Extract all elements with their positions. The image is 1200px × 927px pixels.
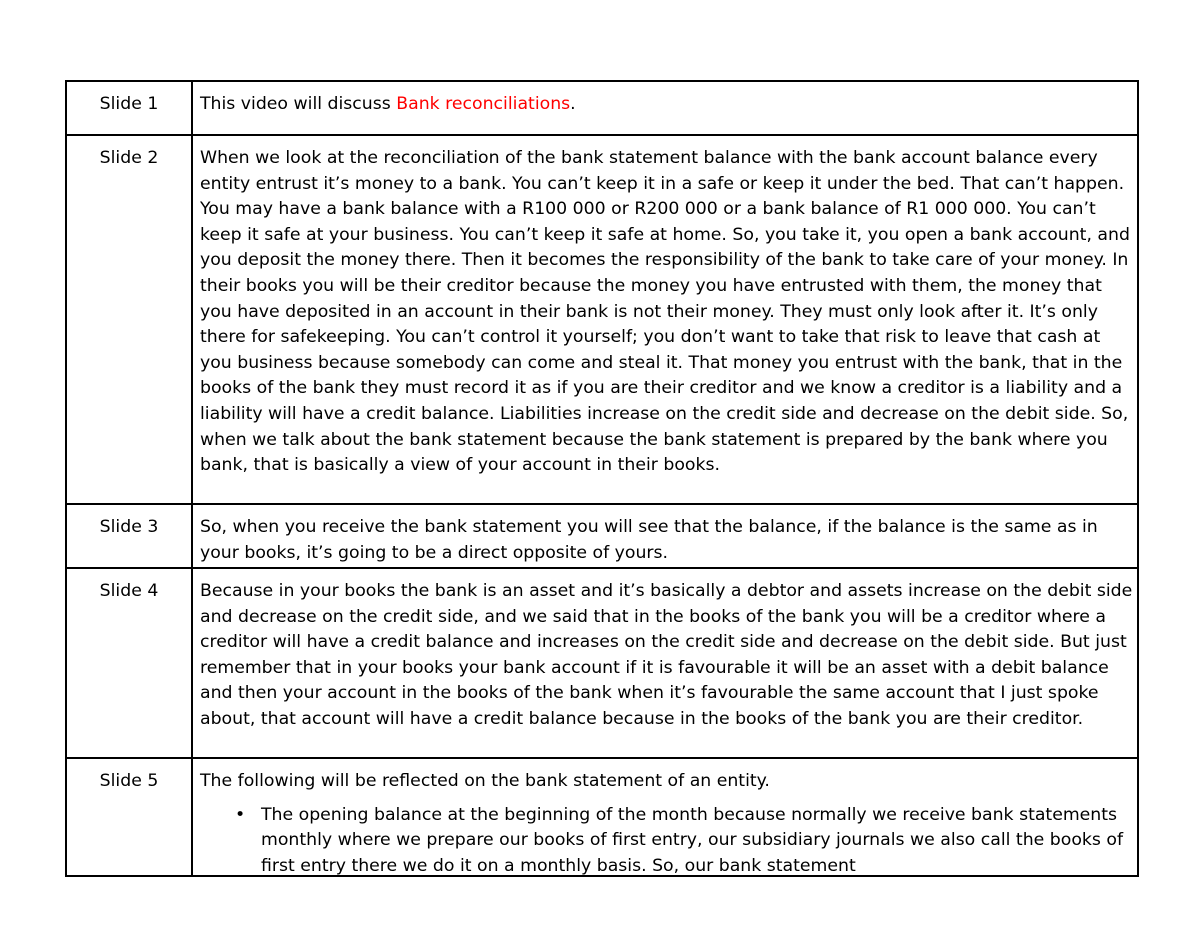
bullet-text: The opening balance at the beginning of the month because normally we receive bank statements monthly where we prepare our books of first entry, our subsidiary journals we also call the books of first entry there we do it on a monthly basis. So, our bank statement [261,804,1124,876]
slide-text: When we look at the reconciliation of the bank statement balance with the bank account balance every entity entrust it’s money to a bank. You can’t keep it in a safe or keep it under the bed. That can’t happen. You may have a bank balance with a R100 000 or R200 000 or a bank balance of R1 000 000. You can’t keep it safe at your business. You can’t keep it safe at home. So, you take it, you open a bank account, and you deposit the money there. Then it becomes the responsibility of the bank to take care of your money. In their books you will be their creditor because the money you have entrusted with them, the money that you have deposited in an account in their bank is not their money. They must only look after it. It’s only there for safekeeping. You can’t control it yourself; you don’t want to take that risk to leave that cash at you business because somebody can come and steal it. That money you entrust with the bank, that in the books of the bank they must record it as if you are their creditor and we know a creditor is a liability and a liability will have a credit balance. Liabilities increase on the credit side and decrease on the debit side. So, when we talk about the bank statement because the bank statement is prepared by the bank where you bank, that is basically a view of your account in their books. [192,135,1138,504]
table-row [66,81,1138,135]
table-row [66,758,1138,876]
slide-label: Slide 4 [66,568,192,758]
bullet-icon: • [235,804,246,825]
slide-label: Slide 3 [66,504,192,568]
slide-label: Slide 2 [66,135,192,504]
slide-label: Slide 1 [66,81,192,135]
slide-intro-text: The following will be reflected on the bank statement of an entity. [200,771,770,791]
list-item [235,803,1133,880]
slide-intro-text: This video will discuss [200,94,397,114]
table-row [66,135,1138,504]
slide-text: Because in your books the bank is an asset and it’s basically a debtor and assets increase on the debit side and decrease on the credit side, and we said that in the books of the bank you will be a creditor where a creditor will have a credit balance and increases on the credit side and decrease on the debit side. But just remember that in your books your bank account if it is favourable it will be an asset with a debit balance and then your account in the books of the bank when it’s favourable the same account that I just spoke about, that account will have a credit balance because in the books of the bank you are their creditor. [192,568,1138,758]
topic-highlight: Bank reconciliations [396,94,571,114]
transcript-table [65,80,1139,877]
table-row [66,504,1138,568]
slide-end-text: . [570,94,576,114]
slide-text [192,81,1138,135]
slide-text: So, when you receive the bank statement you will see that the balance, if the balance is the same as in your books, it’s going to be a direct opposite of yours. [192,504,1138,568]
slide-5-content [200,769,1133,876]
bullet-list [200,803,1133,880]
slide-text [192,758,1138,876]
slide-label: Slide 5 [66,758,192,876]
table-row [66,568,1138,758]
